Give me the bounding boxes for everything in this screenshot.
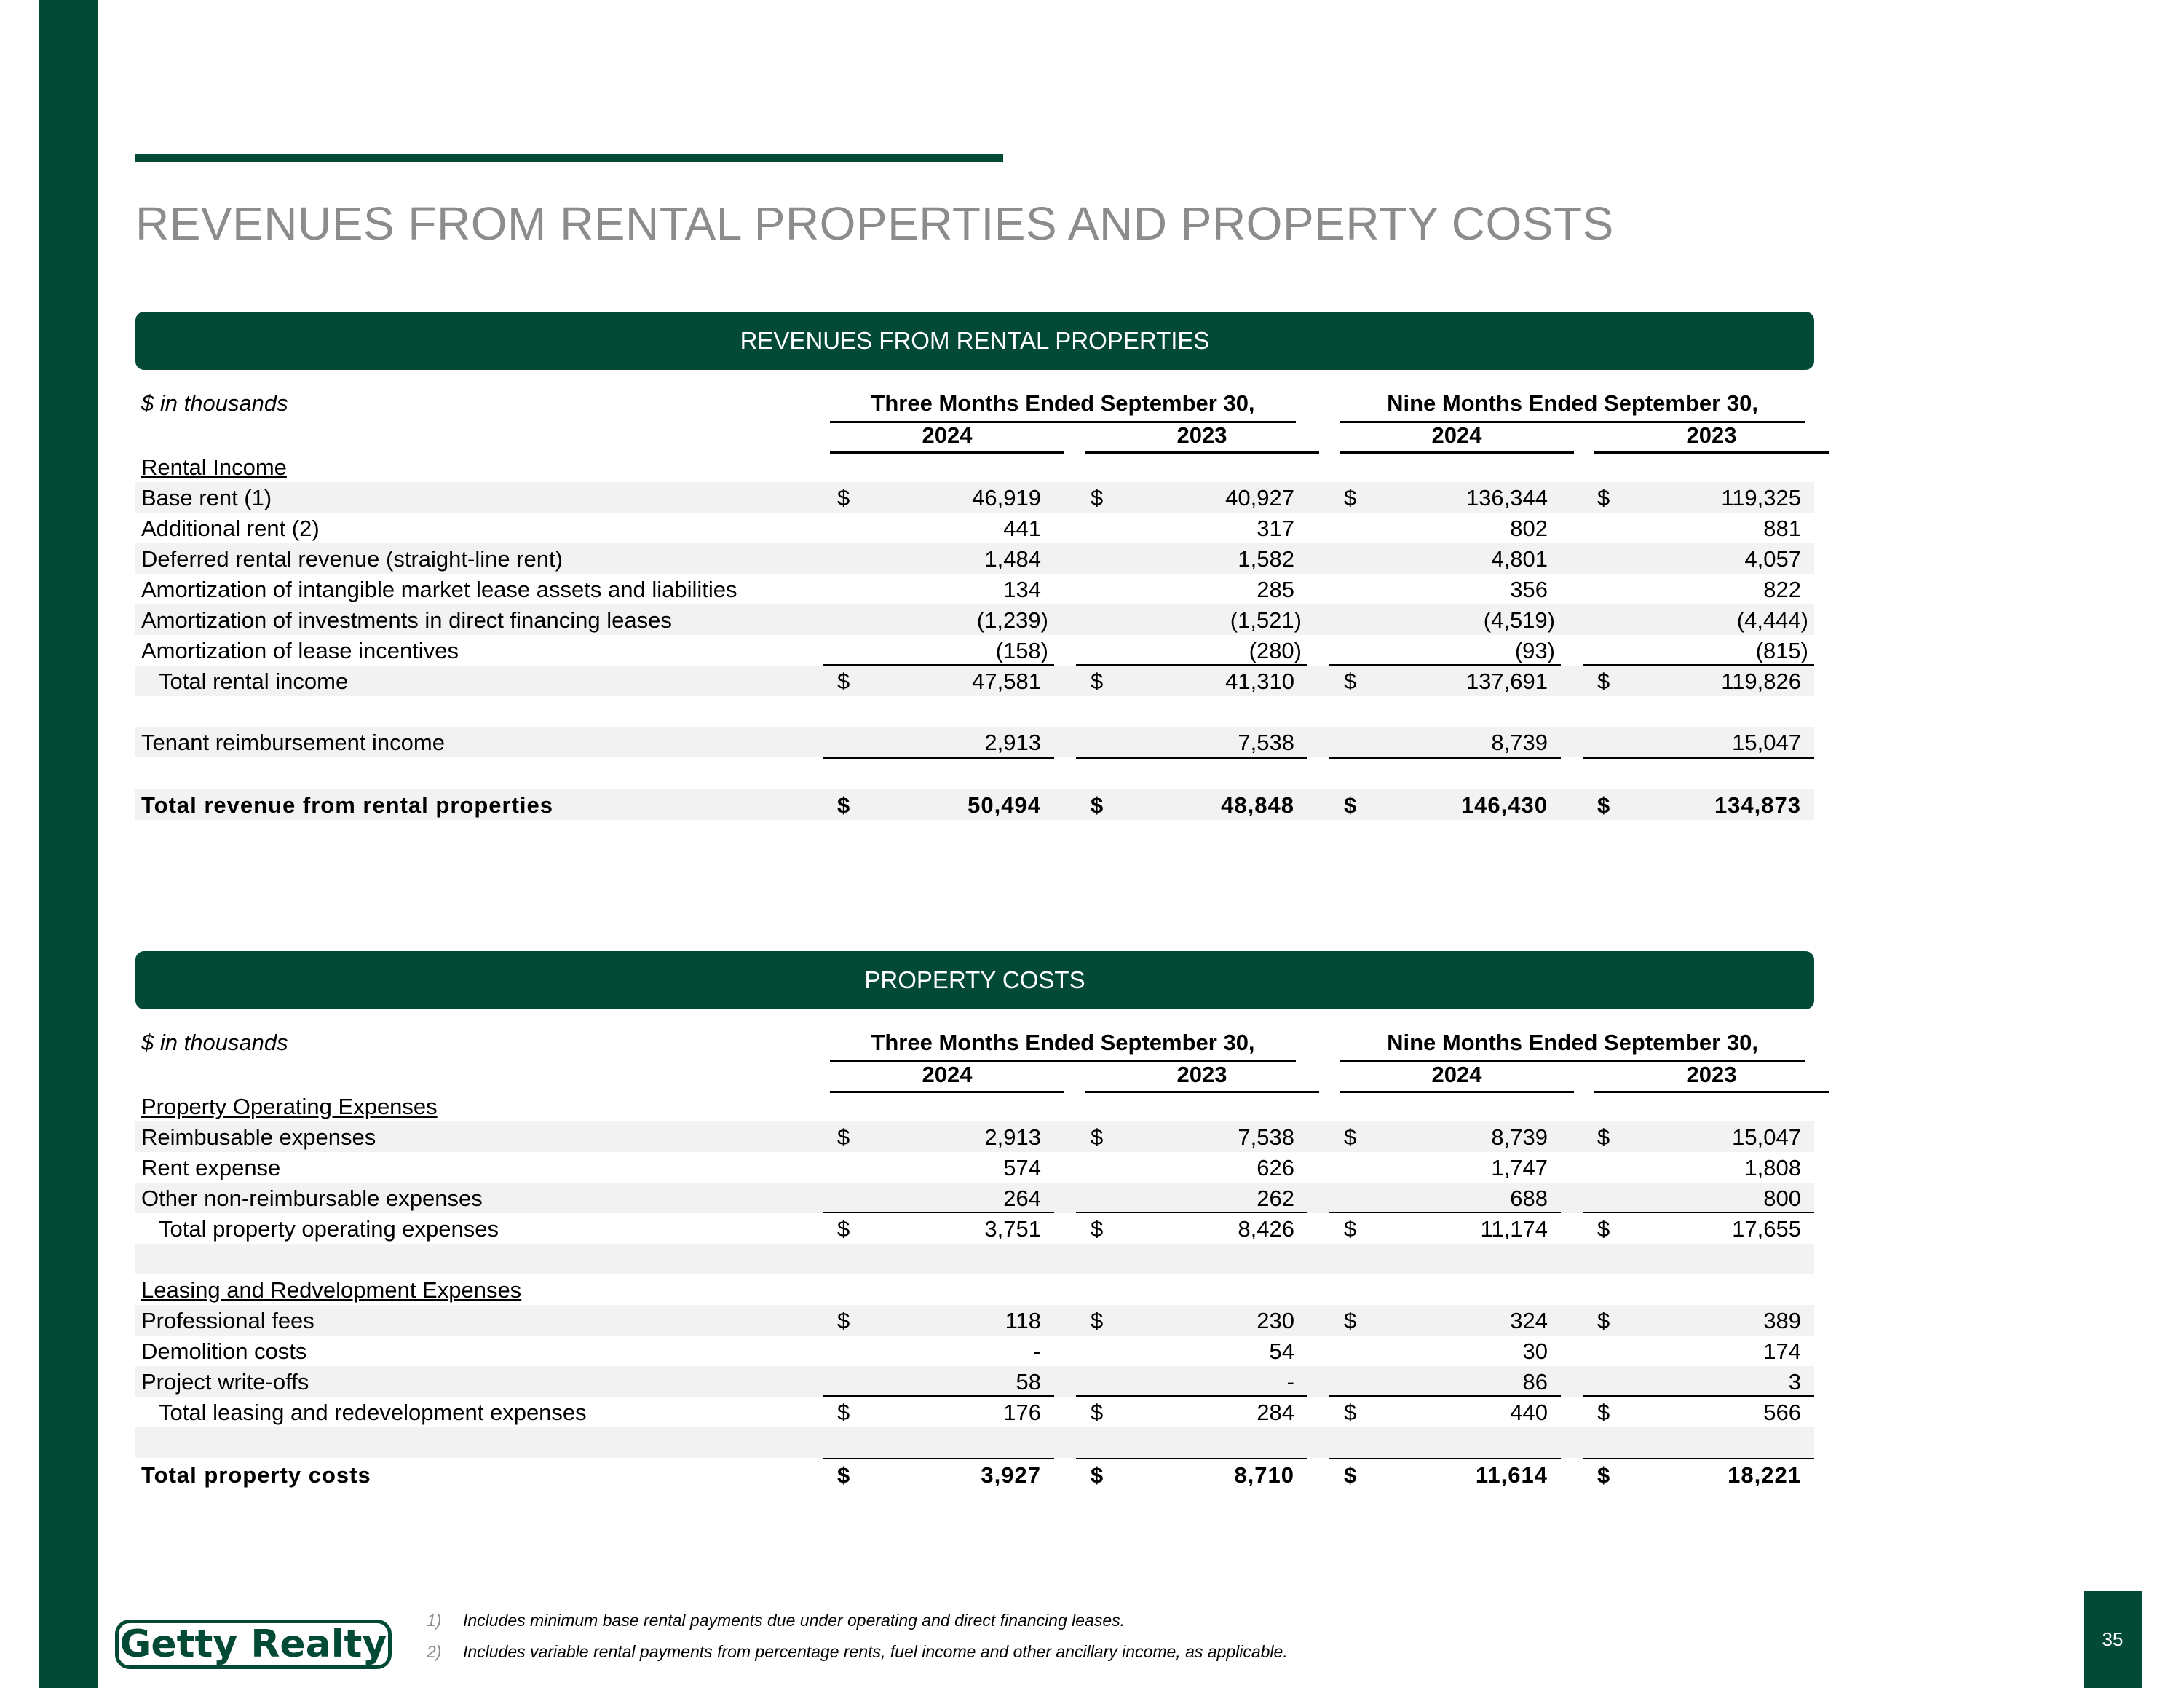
costs-period-nine-months: Nine Months Ended September 30, (1340, 1030, 1805, 1062)
getty-realty-logo: Getty Realty (115, 1620, 392, 1669)
table-row: Other non-reimbursable expenses 264 262 688 800 (135, 1183, 1814, 1213)
table-row: Amortization of investments in direct financing leases (1,239) (1,521) (4,519) (4,444) (135, 604, 1814, 635)
costs-year-col-3: 2024 (1340, 1062, 1574, 1093)
table-row-total: Total revenue from rental properties $ 50,494 $ 48,848 $ 146,430 $ 134,873 (135, 789, 1814, 820)
leasing-redevelopment-label: Leasing and Redvelopment Expenses (141, 1277, 522, 1303)
footnotes (427, 1605, 1288, 1668)
revenues-year-col-2: 2023 (1085, 422, 1319, 454)
table-row: Reimbusable expenses $ 2,913 $ 7,538 $ 8,739 $ 15,047 (135, 1121, 1814, 1152)
property-operating-expenses-label: Property Operating Expenses (141, 1094, 438, 1119)
title-accent-line (135, 154, 1003, 162)
costs-section-label-row (135, 1091, 1814, 1121)
costs-section-header: PROPERTY COSTS (135, 951, 1814, 1009)
table-row: Demolition costs - 54 30 174 (141, 1338, 1801, 1364)
rental-income-label: Rental Income (141, 454, 287, 480)
table-row-total: Total property costs $ 3,927 $ 8,710 $ 11,614 $ 18,221 (141, 1462, 1801, 1488)
table-row-subtotal: Total leasing and redevelopment expenses $ 176 $ 284 $ 440 $ 566 (159, 1400, 1801, 1425)
revenues-year-col-4: 2023 (1594, 422, 1829, 454)
costs-year-col-1: 2024 (830, 1062, 1064, 1093)
page-number: 35 (2084, 1591, 2142, 1688)
table-row: Tenant reimbursement income 2,913 7,538 8,739 15,047 (135, 727, 1814, 757)
table-row: Deferred rental revenue (straight-line rent) 1,484 1,582 4,801 4,057 (135, 543, 1814, 574)
table-row: Base rent (1) $ 46,919 $ 40,927 $ 136,344 $ 119,325 (135, 482, 1814, 513)
costs-period-three-months: Three Months Ended September 30, (830, 1030, 1296, 1062)
page-title: REVENUES FROM RENTAL PROPERTIES AND PROPERTY COSTS (135, 197, 1614, 250)
table-row-subtotal: Total property operating expenses $ 3,751 $ 8,426 $ 11,174 $ 17,655 (159, 1216, 1801, 1242)
table-row: Amortization of lease incentives (158) (280) (93) (815) (135, 635, 1814, 666)
footnote-2: 2) Includes variable rental payments from percentage rents, fuel income and other ancillary income, as applicable. (427, 1642, 1288, 1661)
table-row: Amortization of intangible market lease assets and liabilities 134 285 356 822 (141, 577, 1801, 602)
spacer-row (135, 1244, 1814, 1274)
revenues-year-col-3: 2024 (1340, 422, 1574, 454)
spacer-row (135, 1427, 1814, 1458)
costs-section-label-row (135, 1274, 1814, 1305)
revenues-section-header: REVENUES FROM RENTAL PROPERTIES (135, 312, 1814, 370)
left-brand-bar (39, 0, 98, 1688)
revenues-year-col-1: 2024 (830, 422, 1064, 454)
revenues-section-label-row (135, 451, 1814, 482)
table-row: Project write-offs 58 - 86 3 (135, 1366, 1814, 1397)
costs-unit-label: $ in thousands (141, 1030, 288, 1055)
revenues-period-three-months: Three Months Ended September 30, (830, 390, 1296, 423)
costs-year-col-4: 2023 (1594, 1062, 1829, 1093)
table-row: Rent expense 574 626 1,747 1,808 (141, 1155, 1801, 1180)
table-row-subtotal: Total rental income $ 47,581 $ 41,310 $ 137,691 $ 119,826 (135, 666, 1814, 696)
table-row: Additional rent (2) 441 317 802 881 (141, 516, 1801, 541)
revenues-period-nine-months: Nine Months Ended September 30, (1340, 390, 1805, 423)
footnote-1: 1) Includes minimum base rental payments due under operating and direct financing leases. (427, 1611, 1125, 1630)
costs-year-col-2: 2023 (1085, 1062, 1319, 1093)
revenues-unit-label: $ in thousands (141, 390, 288, 416)
table-row: Professional fees $ 118 $ 230 $ 324 $ 389 (135, 1305, 1814, 1336)
